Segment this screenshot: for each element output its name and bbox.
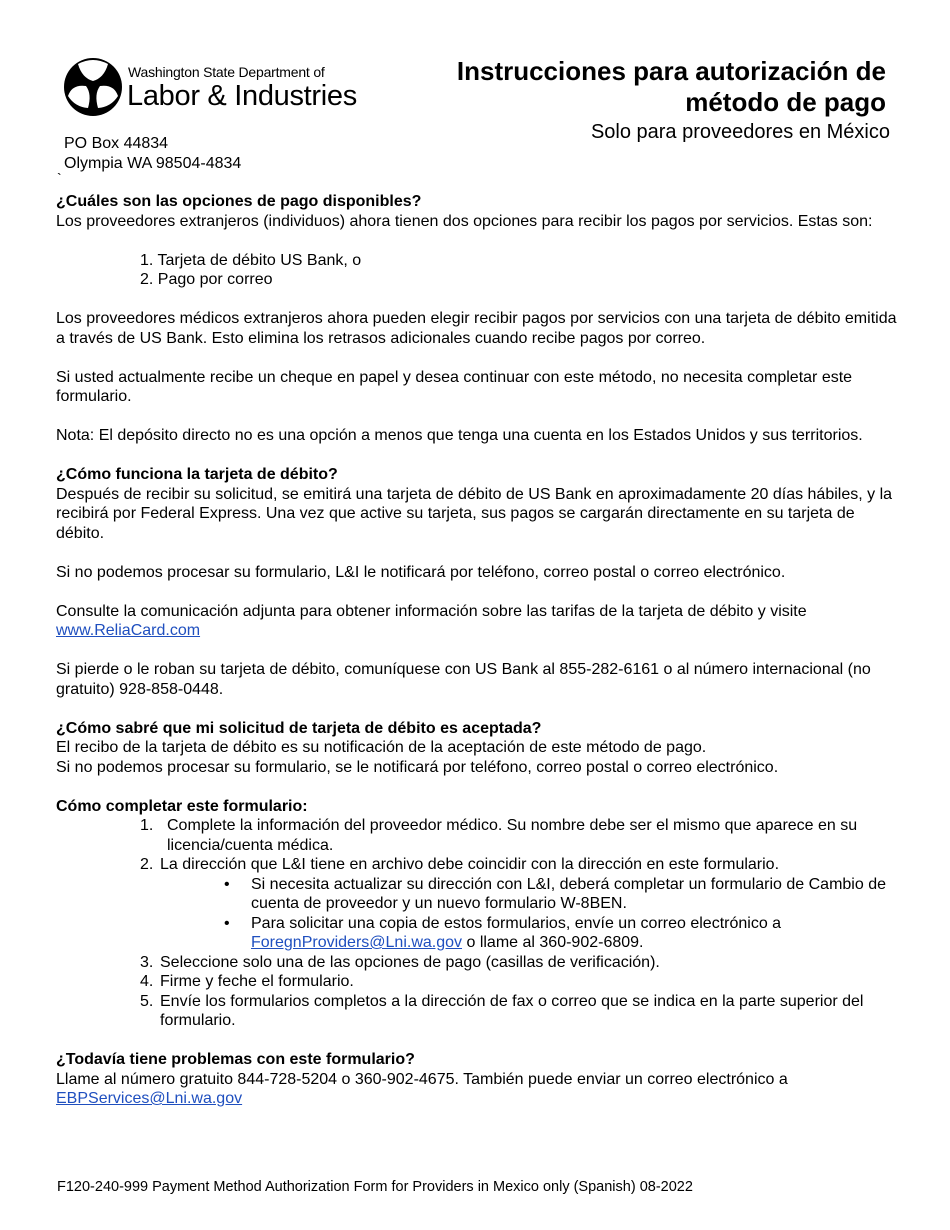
fees-paragraph: Consulte la comunicación adjunta para obtener información sobre las tarifas de la tarjeta de débito y visite <box>56 602 807 620</box>
page-subtitle: Solo para proveedores en México <box>590 121 890 143</box>
foreign-providers-email-link[interactable]: ForegnProviders@Lni.wa.gov <box>251 934 463 951</box>
debit-card-paragraph: Los proveedores médicos extranjeros ahora pueden elegir recibir pagos por servicios con una tarjeta de débito emitida a través de US Bank. Esto elimina los retrasos adicionales cuando recibe pagos por correo. <box>56 310 897 347</box>
section-heading-help: ¿Todavía tiene problemas con este formulario? <box>56 1051 415 1068</box>
list-item: 1. Tarjeta de débito US Bank, o <box>140 251 362 269</box>
address-line-1: PO Box 44834 <box>64 135 169 152</box>
section-heading-acceptance: ¿Cómo sabré que mi solicitud de tarjeta de débito es aceptada? <box>56 719 542 737</box>
address-line-2: Olympia WA 98504-4834 <box>64 154 242 172</box>
section-heading-debit-card: ¿Cómo funciona la tarjeta de débito? <box>56 466 338 483</box>
address-bullets <box>56 875 901 953</box>
steps-list <box>56 816 901 875</box>
list-item: 2. La dirección que L&I tiene en archivo debe coincidir con la dirección en este formulario. <box>140 856 780 873</box>
list-item: • Si necesita actualizar su dirección con L&I, deberá completar un formulario de Cambio de cuenta de proveedor y un nuevo formulario W-8BEN. <box>224 875 886 912</box>
acceptance-line-2: Si no podemos procesar su formulario, se le notificará por teléfono, correo postal o correo electrónico. <box>56 758 779 776</box>
list-item: 3. Seleccione solo una de las opciones de pago (casillas de verificación). <box>140 953 660 971</box>
list-item: 1. Complete la información del proveedor médico. Su nombre debe ser el mismo que aparece en su licencia/cuenta médica. <box>140 817 858 854</box>
form-footer-id: F120-240-999 Payment Method Authorization Form for Providers in Mexico only (Spanish) 08-2022 <box>57 1179 693 1195</box>
debit-card-process: Después de recibir su solicitud, se emitirá una tarjeta de débito de US Bank en aproximadamente 20 días hábiles, y la recibirá por Federal Express. Una vez que active su tarjeta, sus pagos se cargarán directamente en su tarjeta de débito. <box>56 485 893 542</box>
bullet-icon: • <box>224 914 230 932</box>
lost-card-paragraph: Si pierde o le roban su tarjeta de débito, comuníquese con US Bank al 855-282-6161 o al número internacional (no gratuito) 928-858-0448. <box>56 661 871 698</box>
section-heading-options: ¿Cuáles son las opciones de pago disponibles? <box>56 193 422 210</box>
logo-agency-name: Labor & Industries <box>127 80 357 112</box>
section-heading-how-to-complete: Cómo completar este formulario: <box>56 797 308 815</box>
ebp-services-email-link[interactable]: EBPServices@Lni.wa.gov <box>56 1090 243 1107</box>
page-title: Instrucciones para autorización de método de pago <box>456 56 886 117</box>
list-item: • Para solicitar una copia de estos formularios, envíe un correo electrónico a ForegnProviders@Lni.wa.gov o llame al 360-902-6809. <box>224 914 782 951</box>
mailing-address <box>64 134 241 173</box>
processing-notice: Si no podemos procesar su formulario, L&I le notificará por teléfono, correo postal o correo electrónico. <box>56 563 786 581</box>
lni-logo <box>62 54 357 118</box>
reliacard-link[interactable]: www.ReliaCard.com <box>56 622 201 639</box>
list-item: 2. Pago por correo <box>140 271 273 288</box>
lni-logo-icon <box>62 54 124 118</box>
list-item: 4. Firme y feche el formulario. <box>140 973 354 990</box>
direct-deposit-note: Nota: El depósito directo no es una opción a menos que tenga una cuenta en los Estados Unidos y sus territorios. <box>56 427 863 444</box>
acceptance-line-1: El recibo de la tarjeta de débito es su notificación de la aceptación de este método de pago. <box>56 739 707 756</box>
payment-options-list <box>56 251 901 290</box>
stray-mark: ` <box>57 170 62 186</box>
options-intro: Los proveedores extranjeros (individuos) ahora tienen dos opciones para recibir los pagos por servicios. Estas son: <box>56 212 873 230</box>
instructions-body <box>56 192 901 1109</box>
logo-department: Washington State Department of <box>128 64 325 80</box>
steps-list-continued <box>56 953 901 1031</box>
bullet-icon: • <box>224 875 230 893</box>
paper-check-paragraph: Si usted actualmente recibe un cheque en papel y desea continuar con este método, no necesita completar este formulario. <box>56 368 853 405</box>
list-item: 5. Envíe los formularios completos a la dirección de fax o correo que se indica en la parte superior del formulario. <box>140 992 864 1029</box>
help-paragraph: Llame al número gratuito 844-728-5204 o 360-902-4675. También puede enviar un correo electrónico a <box>56 1070 788 1088</box>
